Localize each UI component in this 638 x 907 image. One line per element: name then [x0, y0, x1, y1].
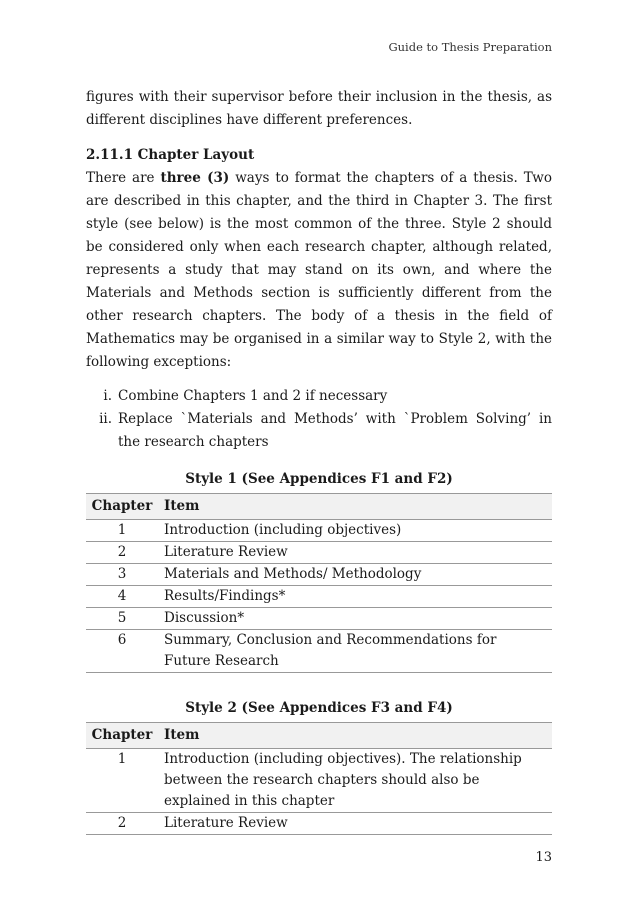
table-spacer: [86, 673, 552, 683]
table-row: [86, 630, 552, 673]
item-cell: Discussion*: [164, 610, 245, 626]
list-item: [86, 408, 552, 454]
chapter-cell: 1: [117, 751, 127, 767]
section-body-text-2: ways to format the chapters of a thesis. Two are described in this chapter, and the third in Chapter 3. The first style (see below) is the most common of the three. Style 2 should be considered only when each research chapter, although related, represents a study that may stand on its own, and where the Materials and Methods section is sufficiently different from the other research chapters. The body of a thesis in the field of Mathematics may be organised in a similar way to Style 2, with the following exceptions:: [86, 170, 552, 370]
table-header-row: [86, 494, 552, 520]
style2-table: [86, 722, 552, 835]
column-header-item: Item: [164, 727, 200, 743]
item-cell: Materials and Methods/ Methodology: [164, 566, 422, 582]
column-header-chapter: Chapter: [91, 498, 153, 514]
table-row: [86, 586, 552, 608]
intro-paragraph: figures with their supervisor before their inclusion in the thesis, as different disciplines have different preferences.: [86, 89, 552, 128]
column-header-chapter: Chapter: [91, 727, 153, 743]
section-body-bold: three (3): [160, 170, 230, 186]
item-cell: Literature Review: [164, 544, 288, 560]
style1-table: [86, 493, 552, 673]
list-item-text: Combine Chapters 1 and 2 if necessary: [118, 388, 388, 404]
chapter-cell: 2: [117, 544, 127, 560]
table-row: [86, 542, 552, 564]
chapter-cell: 3: [117, 566, 127, 582]
page-number: 13: [535, 850, 552, 865]
table-row: [86, 564, 552, 586]
list-item-text: Replace `Materials and Methods’ with `Problem Solving’ in the research chapters: [118, 411, 552, 450]
table-row: [86, 749, 552, 813]
item-cell: Results/Findings*: [164, 588, 286, 604]
table-row: [86, 813, 552, 835]
chapter-cell: 2: [117, 815, 127, 831]
page-content: [86, 86, 552, 835]
exceptions-list: [86, 385, 552, 454]
chapter-cell: 5: [117, 610, 127, 626]
column-header-item: Item: [164, 498, 200, 514]
section-body: [86, 167, 552, 374]
chapter-cell: 1: [117, 522, 127, 538]
running-header: Guide to Thesis Preparation: [388, 40, 552, 54]
table-header-row: [86, 723, 552, 749]
list-item-number: ii.: [99, 411, 112, 427]
item-cell: Introduction (including objectives). The relationship between the research chapters should also be explained in this chapter: [164, 751, 522, 809]
chapter-cell: 4: [117, 588, 127, 604]
section-heading: 2.11.1 Chapter Layout: [86, 147, 255, 163]
chapter-cell: 6: [117, 632, 127, 648]
list-item-number: i.: [103, 388, 112, 404]
list-item: [86, 385, 552, 408]
style2-title: Style 2 (See Appendices F3 and F4): [185, 700, 453, 716]
table-row: [86, 608, 552, 630]
item-cell: Summary, Conclusion and Recommendations for Future Research: [164, 632, 497, 669]
section-body-text-1: There are: [86, 170, 161, 186]
style1-title: Style 1 (See Appendices F1 and F2): [185, 471, 453, 487]
table-row: [86, 520, 552, 542]
item-cell: Introduction (including objectives): [164, 522, 402, 538]
item-cell: Literature Review: [164, 815, 288, 831]
